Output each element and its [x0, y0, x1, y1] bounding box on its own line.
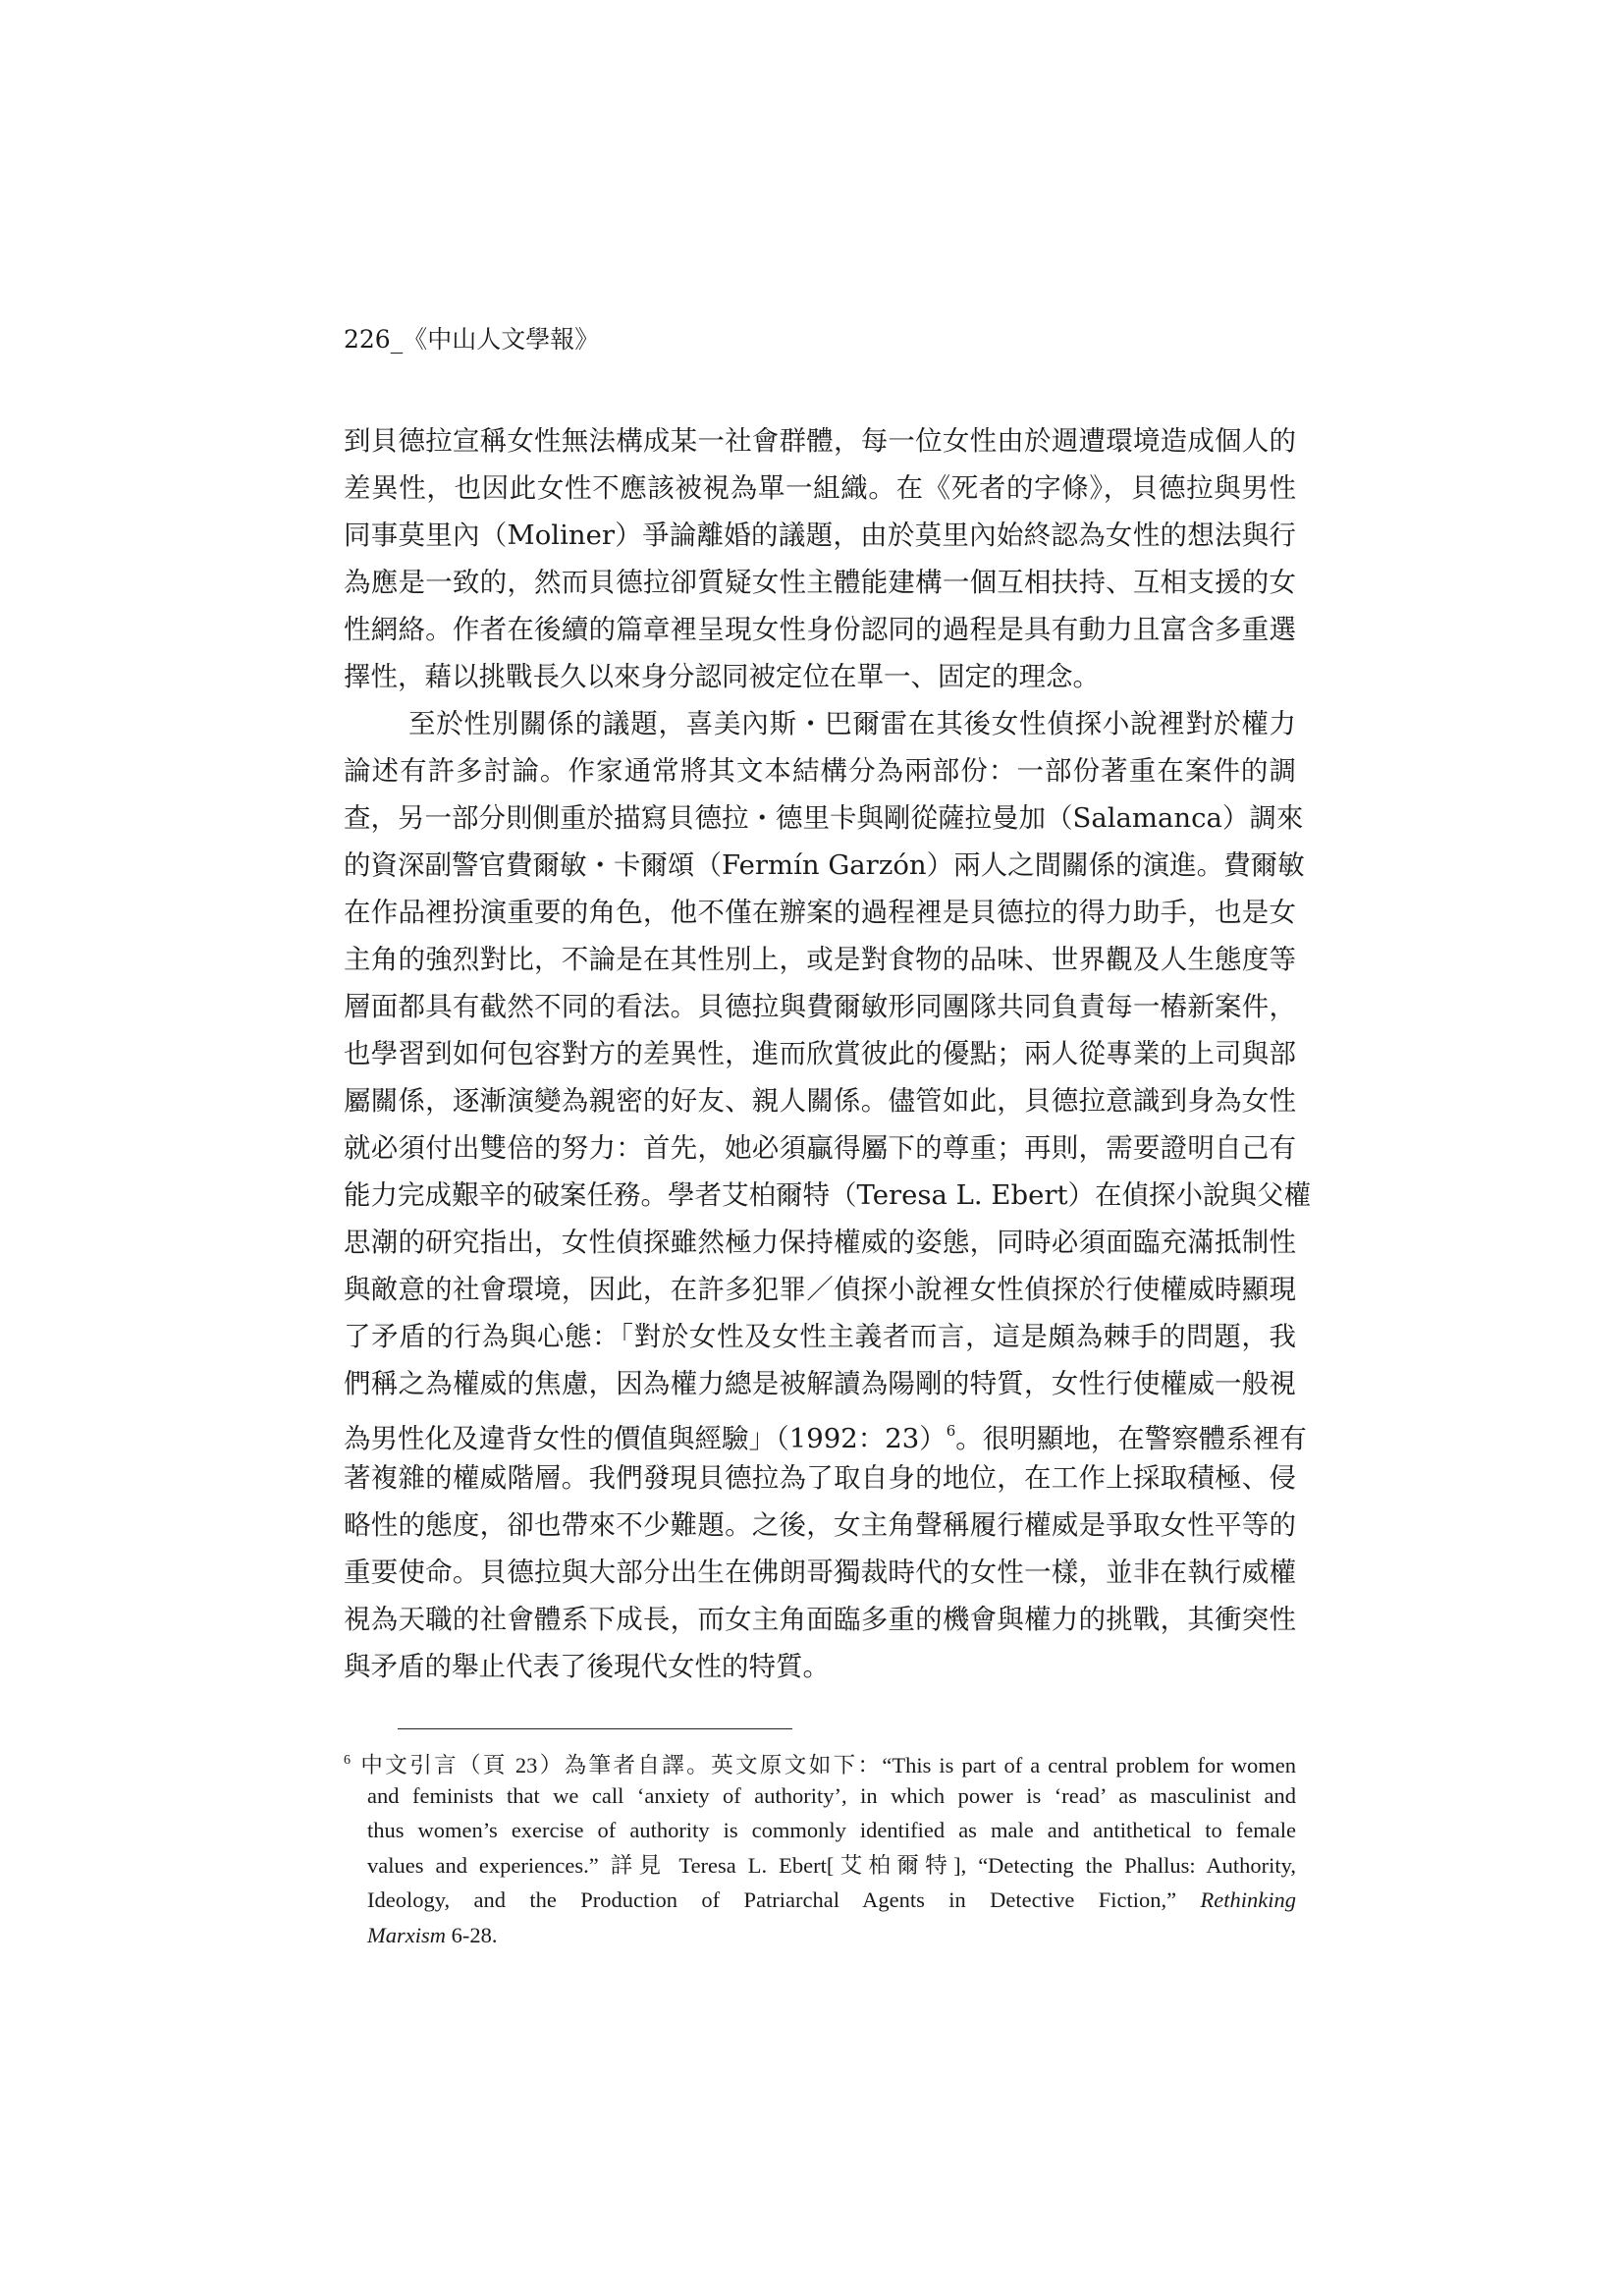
footnote-line: values and experiences.” 詳見 Teresa L. Ebert[艾柏爾特], “Detecting the Phallus: Authority,: [367, 1852, 1296, 1878]
text-line: 查，另一部分則側重於描寫貝德拉・德里卡與剛從薩拉曼加（Salamanca）調來: [344, 802, 1304, 834]
text-line: 與敵意的社會環境，因此，在許多犯罪／偵探小說裡女性偵探於行使權威時顯現: [344, 1274, 1296, 1305]
text-line: 同事莫里內（Moliner）爭論離婚的議題，由於莫里內始終認為女性的想法與行: [344, 519, 1296, 551]
footnote-line: [344, 1918, 1296, 1953]
text-line: 重要使命。貝德拉與大部分出生在佛朗哥獨裁時代的女性一樣，並非在執行威權: [344, 1557, 1296, 1588]
text-line: 與矛盾的舉止代表了後現代女性的特質。: [344, 1651, 830, 1682]
text-line: 就必須付出雙倍的努力：首先，她必須贏得屬下的尊重；再則，需要證明自己有: [344, 1132, 1296, 1164]
text-line: 至於性別關係的議題，喜美內斯・巴爾雷在其後女性偵探小說裡對於權力: [408, 708, 1296, 739]
journal-title: Marxism: [367, 1922, 446, 1947]
text-line: 差異性，也因此女性不應該被視為單一組織。在《死者的字條》，貝德拉與男性: [344, 472, 1296, 504]
text-line: 著複雜的權威階層。我們發現貝德拉為了取自身的地位，在工作上採取積極、侵: [344, 1462, 1296, 1494]
text-line: 在作品裡扮演重要的角色，他不僅在辦案的過程裡是貝德拉的得力助手，也是女: [344, 897, 1296, 928]
text-line: 視為天職的社會體系下成長，而女主角面臨多重的機會與權力的挑戰，其衝突性: [344, 1604, 1296, 1635]
footnote-text: Ideology, and the Production of Patriarchal Agents in Detective Fiction,”: [367, 1887, 1201, 1912]
text-line-citation: [344, 1407, 1307, 1454]
text-line: 略性的態度，卻也帶來不少難題。之後，女主角聲稱履行權威是爭取女性平等的: [344, 1509, 1296, 1541]
text-line: 論述有許多討論。作家通常將其文本結構分為兩部份：一部份著重在案件的調: [344, 755, 1296, 787]
footnote-divider: [398, 1728, 792, 1729]
text-line: 們稱之為權威的焦慮，因為權力總是被解讀為陽剛的特質，女性行使權威一般視: [344, 1368, 1296, 1399]
text-line: 能力完成艱辛的破案任務。學者艾柏爾特（Teresa L. Ebert）在偵探小說與父權: [344, 1179, 1312, 1211]
journal-title: Rethinking: [1200, 1887, 1296, 1912]
page-range: 6-28.: [446, 1922, 498, 1947]
paragraph-1: [344, 417, 1296, 700]
text-line: 為應是一致的，然而貝德拉卻質疑女性主體能建構一個互相扶持、互相支援的女: [344, 567, 1296, 598]
text-line: 性網絡。作者在後續的篇章裡呈現女性身份認同的過程是具有動力且富含多重選: [344, 614, 1296, 645]
footnote-line: [344, 1883, 1296, 1918]
text-line: 到貝德拉宣稱女性無法構成某一社會群體，每一位女性由於週遭環境造成個人的: [344, 425, 1296, 457]
paragraph-2: [344, 700, 1312, 1690]
footnote-line: thus women’s exercise of authority is commonly identified as male and antithetical to female: [367, 1818, 1296, 1842]
text-line: 主角的強烈對比，不論是在其性別上，或是對食物的品味、世界觀及人生態度等: [344, 944, 1296, 975]
footnote-reference[interactable]: 6: [946, 1422, 956, 1440]
footnote-mark: 6: [344, 1753, 351, 1768]
body-text: [344, 417, 1312, 1690]
text-line: 了矛盾的行為與心態：「對於女性及女性主義者而言，這是頗為棘手的問題，我: [344, 1321, 1296, 1352]
footnote: [344, 1743, 1296, 1952]
footnote-text: 中文引言（頁 23）為筆者自譯。英文原文如下：“This is part of a central problem for women: [358, 1753, 1296, 1777]
text-line: 的資深副警官費爾敏・卡爾頌（Fermín Garzón）兩人之間關係的演進。費爾敏: [344, 849, 1305, 881]
text-line: 也學習到如何包容對方的差異性，進而欣賞彼此的優點；兩人從專業的上司與部: [344, 1038, 1296, 1069]
running-head: 226_《中山人文學報》: [344, 325, 600, 354]
text-line: 思潮的研究指出，女性偵探雖然極力保持權威的姿態，同時必須面臨充滿抵制性: [344, 1227, 1296, 1258]
text-line: 層面都具有截然不同的看法。貝德拉與費爾敏形同團隊共同負責每一樁新案件，: [344, 991, 1296, 1022]
citation-text-after: 。很明顯地，在警察體系裡有: [955, 1423, 1307, 1454]
text-line: 擇性，藉以挑戰長久以來身分認同被定位在單一、固定的理念。: [344, 661, 1100, 692]
citation-text: 為男性化及違背女性的價值與經驗」（1992：23）: [344, 1423, 947, 1454]
footnote-line: [344, 1743, 1296, 1778]
footnote-line: and feminists that we call ‘anxiety of authority’, in which power is ‘read’ as masculinist and: [367, 1782, 1296, 1808]
text-line: 屬關係，逐漸演變為親密的好友、親人關係。儘管如此，貝德拉意識到身為女性: [344, 1085, 1296, 1117]
